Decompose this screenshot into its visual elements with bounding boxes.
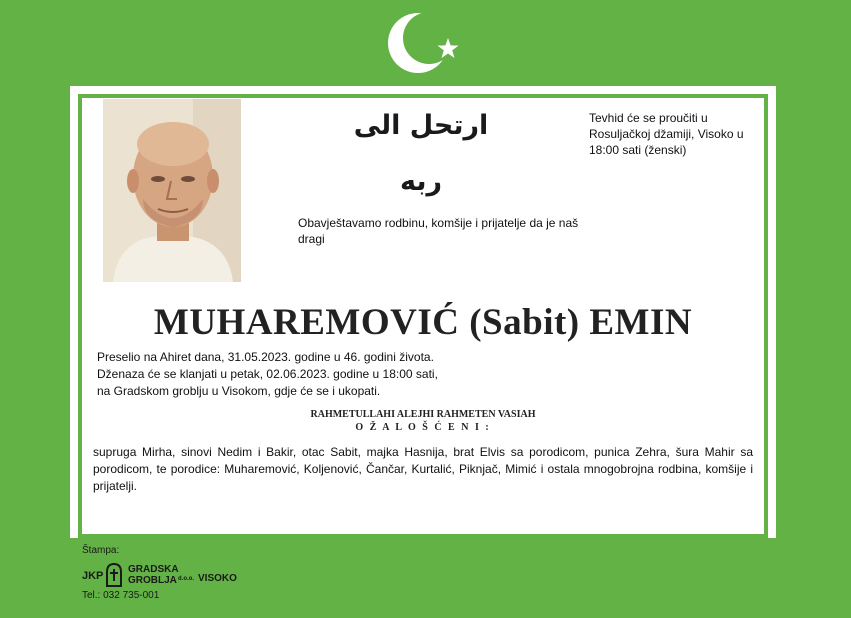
company-city: VISOKO <box>198 573 237 584</box>
deceased-photo <box>103 99 241 282</box>
company-name-line1: GRADSKA <box>128 564 179 575</box>
prayer-text: RAHMETULLAHI ALEJHI RAHMETEN VASIAH <box>310 409 536 420</box>
phone-number: Tel.: 032 735-001 <box>82 590 160 601</box>
mourners-list: supruga Mirha, sinovi Nedim i Bakir, otac Sabit, majka Hasnija, brat Elvis sa porodicom, punica Zehra, šura Mahir sa porodicom, te porodice: Muharemović, Koljenović, Čančar, Kurtalić, Piknjač, Mimić i ostala mnogobrojna rodbina, komšije i prijatelji. <box>93 445 753 493</box>
cemetery-logo-icon <box>104 562 124 588</box>
company-name <box>128 564 179 586</box>
funeral-prayer-line: Dženaza će se klanjati u petak, 02.06.2023. godine u 18:00 sati, <box>97 367 438 381</box>
arabic-heading: ارتحل الى ربه <box>353 110 489 197</box>
burial-place-line: na Gradskom groblju u Visokom, gdje će se i ukopati. <box>97 384 381 398</box>
tevhid-info: Tevhid će se proučiti u Rosuljačkoj džamiji, Visoko u 18:00 sati (ženski) <box>589 111 744 157</box>
obituary-card <box>70 86 776 538</box>
mourners-title: O Ž A L O Š Ć E N I : <box>355 422 491 433</box>
intro-text: Obavještavamo rodbinu, komšije i prijatelje da je naš dragi <box>298 216 579 246</box>
death-date-line: Preselio na Ahiret dana, 31.05.2023. godine u 46. godini života. <box>97 350 434 364</box>
printer-footer <box>82 545 282 601</box>
company-name-line2: GROBLJA <box>128 575 177 586</box>
print-label: Štampa: <box>82 545 120 556</box>
jkp-label: JKP <box>82 570 104 582</box>
crescent-star-icon <box>385 10 465 76</box>
company-suffix: d.o.o. <box>178 576 194 582</box>
prayer-block <box>70 408 776 434</box>
funeral-details <box>97 349 497 400</box>
company-logo <box>82 562 282 592</box>
deceased-name: MUHAREMOVIĆ (Sabit) EMIN <box>153 302 693 343</box>
